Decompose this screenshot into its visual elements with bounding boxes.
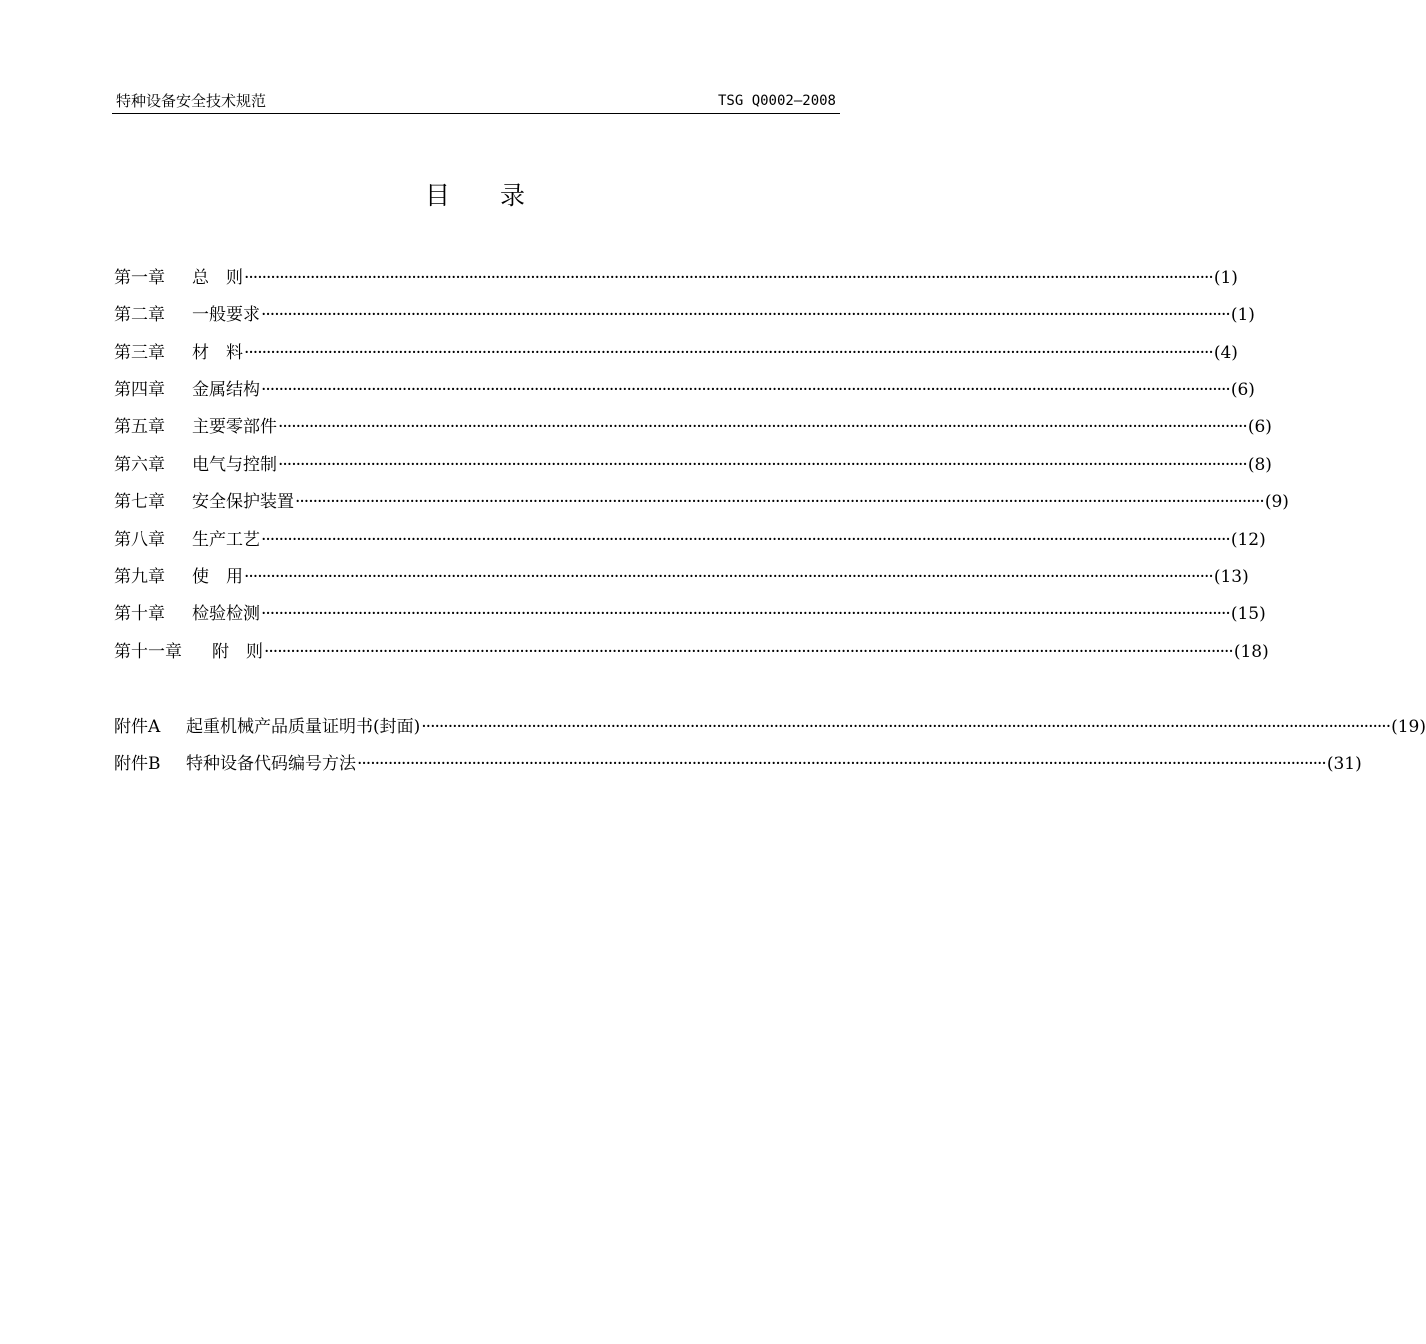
toc-page-number: (8) bbox=[1247, 455, 1272, 475]
toc-page-number: (1) bbox=[1230, 305, 1255, 325]
toc-chapter-number: 第二章 bbox=[114, 305, 165, 325]
toc-page-number: (13) bbox=[1213, 567, 1249, 587]
toc-leader-dots: ···························································································································································································································· bbox=[261, 604, 1230, 624]
toc-page-number: (4) bbox=[1213, 343, 1238, 363]
toc-chapter-number: 第十章 bbox=[114, 604, 165, 624]
toc-page-number: (6) bbox=[1247, 417, 1272, 437]
toc-entry-chapter-1[interactable] bbox=[114, 266, 1238, 290]
header-document-code: TSG Q0002—2008 bbox=[717, 93, 836, 109]
toc-chapter-number: 第九章 bbox=[114, 567, 165, 587]
toc-appendix-label: 附件B bbox=[114, 754, 161, 774]
toc-chapter-title: 检验检测 bbox=[192, 604, 260, 624]
toc-leader-dots: ···························································································································································································································· bbox=[295, 492, 1264, 512]
toc-entry-chapter-4[interactable] bbox=[114, 378, 1255, 402]
toc-page-number: (12) bbox=[1230, 530, 1266, 550]
toc-entry-chapter-10[interactable] bbox=[114, 602, 1266, 626]
toc-chapter-title: 电气与控制 bbox=[192, 455, 277, 475]
toc-chapter-number: 第一章 bbox=[114, 268, 165, 288]
toc-appendix-title: 起重机械产品质量证明书(封面) bbox=[186, 717, 421, 737]
toc-entry-chapter-6[interactable] bbox=[114, 453, 1272, 477]
toc-entry-appendix-b[interactable] bbox=[114, 752, 1362, 776]
toc-chapter-number: 第七章 bbox=[114, 492, 165, 512]
toc-entry-chapter-2[interactable] bbox=[114, 303, 1255, 327]
toc-leader-dots: ···························································································································································································································· bbox=[244, 567, 1213, 587]
toc-leader-dots: ···························································································································································································································· bbox=[278, 455, 1247, 475]
toc-chapter-title: 附 则 bbox=[212, 642, 263, 662]
toc-chapter-title: 材 料 bbox=[192, 343, 243, 363]
toc-leader-dots: ···························································································································································································································· bbox=[261, 380, 1230, 400]
toc-entry-chapter-9[interactable] bbox=[114, 565, 1249, 589]
toc-chapter-title: 金属结构 bbox=[192, 380, 260, 400]
toc-page-number: (9) bbox=[1264, 492, 1289, 512]
toc-chapter-title: 安全保护装置 bbox=[192, 492, 294, 512]
toc-entry-chapter-11[interactable] bbox=[114, 640, 1269, 664]
toc-chapter-title: 主要零部件 bbox=[192, 417, 277, 437]
toc-appendix-title: 特种设备代码编号方法 bbox=[186, 754, 356, 774]
toc-leader-dots: ···························································································································································································································· bbox=[261, 305, 1230, 325]
toc-entry-appendix-a[interactable] bbox=[114, 715, 1426, 739]
toc-chapter-number: 第六章 bbox=[114, 455, 165, 475]
page-title: 目 录 bbox=[424, 181, 525, 210]
toc-leader-dots: ···························································································································································································································· bbox=[244, 343, 1213, 363]
toc-entry-chapter-7[interactable] bbox=[114, 490, 1289, 514]
toc-chapter-title: 总 则 bbox=[192, 268, 243, 288]
running-header bbox=[112, 91, 840, 114]
toc-leader-dots: ···························································································································································································································· bbox=[244, 268, 1213, 288]
toc-chapter-number: 第五章 bbox=[114, 417, 165, 437]
toc-chapter-number: 第三章 bbox=[114, 343, 165, 363]
toc-page-number: (19) bbox=[1391, 717, 1426, 737]
toc-chapter-number: 第八章 bbox=[114, 530, 165, 550]
toc-chapter-number: 第十一章 bbox=[114, 642, 182, 662]
toc-page-number: (1) bbox=[1213, 268, 1238, 288]
toc-entry-chapter-3[interactable] bbox=[114, 341, 1238, 365]
toc-page-number: (15) bbox=[1230, 604, 1266, 624]
toc-page-number: (31) bbox=[1326, 754, 1362, 774]
toc-page-number: (18) bbox=[1233, 642, 1269, 662]
toc-leader-dots: ···························································································································································································································· bbox=[357, 754, 1326, 774]
toc-entry-chapter-8[interactable] bbox=[114, 528, 1266, 552]
toc-leader-dots: ···························································································································································································································· bbox=[261, 530, 1230, 550]
toc-page-number: (6) bbox=[1230, 380, 1255, 400]
toc-leader-dots: ···························································································································································································································· bbox=[264, 642, 1233, 662]
toc-leader-dots: ···························································································································································································································· bbox=[278, 417, 1247, 437]
toc-chapter-number: 第四章 bbox=[114, 380, 165, 400]
header-document-type: 特种设备安全技术规范 bbox=[116, 92, 267, 110]
toc-chapter-title: 使 用 bbox=[192, 567, 243, 587]
toc-chapter-title: 一般要求 bbox=[192, 305, 260, 325]
toc-appendix-label: 附件A bbox=[114, 717, 161, 737]
toc-chapter-title: 生产工艺 bbox=[192, 530, 260, 550]
toc-entry-chapter-5[interactable] bbox=[114, 415, 1272, 439]
toc-leader-dots: ···························································································································································································································· bbox=[421, 717, 1391, 737]
